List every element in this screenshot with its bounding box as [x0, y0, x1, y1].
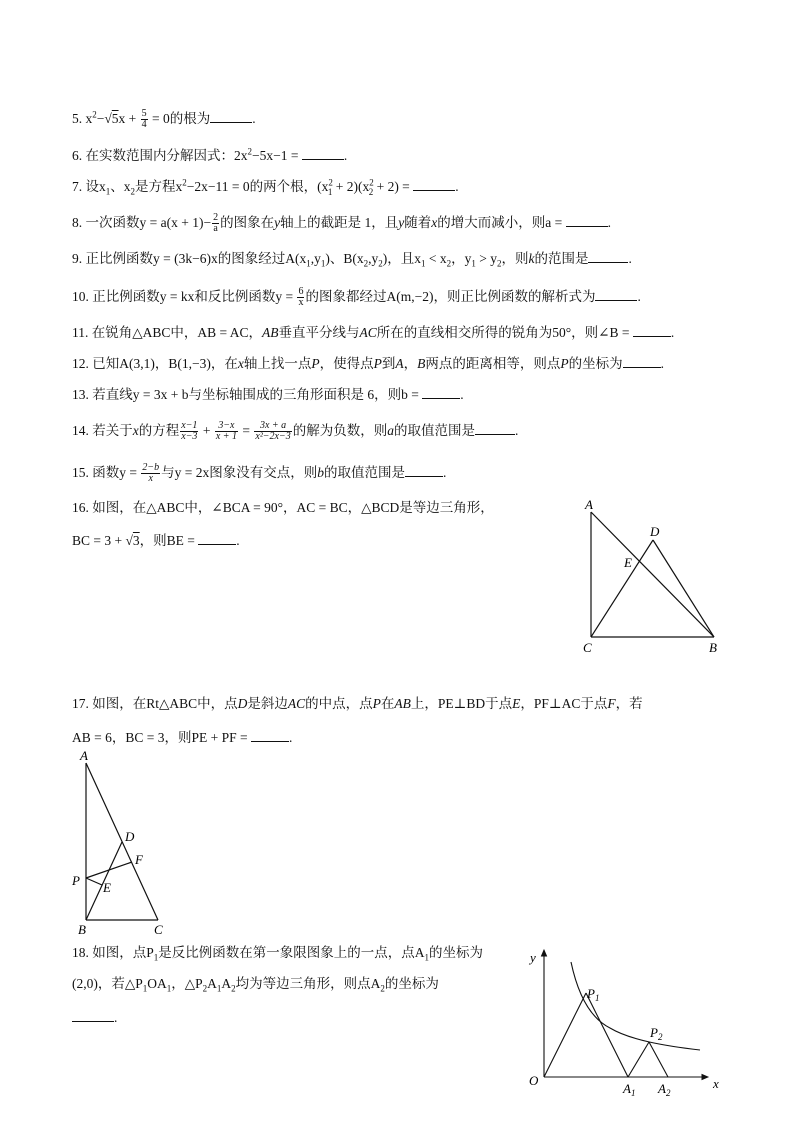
question-18-line-3: .	[72, 1007, 117, 1027]
question-11: 11. 在锐角△ABC中，AB = AC，AB垂直平分线与AC所在的直线相交所得的锐角为50°，则∠B = .	[72, 322, 674, 342]
question-14: 14. 若关于x的方程 $\frac{x-1}{x-3}$ + $\frac{3-x}{x + 1}$ = $\frac{3x + a}{\text{x²−2x−3}}$ 的解为负数，则a的取值范围是 .	[72, 420, 519, 443]
fraction-2-b-x: $\frac{2-b}{x}$	[142, 462, 160, 485]
label-A: A	[80, 748, 88, 763]
question-17-line-2: AB = 6，BC = 3，则PE + PF = .	[72, 727, 292, 747]
answer-blank	[405, 462, 443, 477]
label-P1: $P_1$	[587, 986, 600, 1003]
answer-blank	[198, 530, 236, 545]
answer-blank	[566, 212, 608, 227]
fraction-term-2: $\frac{3-x}{x + 1}$	[215, 420, 237, 443]
axis-x-label: x	[713, 1076, 719, 1091]
question-18-line-1: 18. 如图，点$P_1$是反比例函数在第一象限图象上的一点，点$A_1$的坐标为	[72, 945, 484, 963]
label-E: E	[103, 880, 111, 895]
question-9: 9. 正比例函数y = (3k−6)x的图象经过$A(x_1,y_1)$、$B(x_2,y_2)$，且$x_1 < x_2$，$y_1 > y_2$，则k的范围是 .	[72, 248, 632, 268]
label-F: F	[135, 852, 143, 867]
question-6: 6. 在实数范围内分解因式：$2x^2-5x-1$ = .	[72, 146, 348, 163]
fraction-term-1: $\frac{x-1}{x-3}$	[181, 420, 198, 443]
label-D: D	[125, 829, 135, 844]
question-18-line-2: (2,0)，若$\triangle P_1OA_1$，$\triangle P_2A_1A_2$均为等边三角形，则点$A_2$的坐标为	[72, 976, 439, 994]
label-E: E	[624, 555, 632, 570]
question-16-line-1: 16. 如图，在△ABC中，∠BCA = 90°，AC = BC，△BCD是等边三角形，	[72, 500, 494, 515]
answer-blank	[475, 420, 515, 435]
label-O: O	[529, 1073, 539, 1088]
fraction-6-x: $\frac{6}{x}$	[298, 286, 304, 309]
answer-blank	[210, 108, 252, 123]
question-13: 13. 若直线y = 3x + b与坐标轴围成的三角形面积是 6，则b = .	[72, 384, 464, 404]
label-A1: $A_1$	[623, 1081, 636, 1098]
answer-blank	[72, 1007, 114, 1022]
answer-blank	[422, 384, 460, 399]
answer-blank	[413, 176, 455, 191]
label-D: D	[650, 524, 660, 539]
label-P: P	[72, 873, 80, 888]
question-8: 8. 一次函数y = a(x + 1)− $\frac{2}{a}$ 的图象在y轴上的截距是 1，且y随着x的增大而减小，则a = .	[72, 212, 611, 235]
label-P2: $P_2$	[650, 1025, 663, 1042]
answer-blank	[302, 145, 344, 160]
answer-blank	[623, 353, 661, 368]
label-C: C	[154, 922, 163, 937]
answer-blank	[251, 727, 289, 742]
question-17-line-1: 17. 如图，在Rt△ABC中，点D是斜边AC的中点，点P在AB上，PE⊥BD于点E，PF⊥AC于点F，若	[72, 696, 643, 711]
question-7: 7. 设$x_1$、$x_2$是方程$x^2-2x-11 = 0$的两个根，$(x^2_1 + 2)(x^2_2 + 2)$ = .	[72, 177, 459, 197]
answer-blank	[595, 286, 637, 301]
question-12: 12. 已知A(3,1)，B(1,−3)，在x轴上找一点P，使得点P到A，B两点的距离相等，则点P的坐标为 .	[72, 353, 664, 373]
answer-blank	[588, 248, 628, 263]
question-5: 5. $x^2-√5x$ + $\frac{5}{4}$ = 0的根为 .	[72, 108, 256, 131]
fraction-5-4: $\frac{5}{4}$	[141, 108, 147, 131]
axis-y-label: y	[530, 950, 536, 965]
fraction-term-3: $\frac{3x + a}{\text{x²−2x−3}}$	[255, 420, 291, 443]
label-C: C	[583, 640, 592, 655]
label-A2: $A_2$	[658, 1081, 671, 1098]
fraction-2-a: $\frac{2}{a}$	[213, 212, 219, 235]
question-15: 15. 函数y = $\frac{2-b}{x}$ 与y = 2x图象没有交点，则b的取值范围是 .	[72, 462, 447, 485]
answer-blank	[633, 322, 671, 337]
label-A: A	[585, 497, 593, 512]
label-B: B	[78, 922, 86, 937]
question-16-line-2: BC = 3 + √3，则BE = .	[72, 530, 240, 550]
question-10: 10. 正比例函数y = kx和反比例函数y = $\frac{6}{x}$ 的图象都经过A(m,−2)，则正比例函数的解析式为 .	[72, 286, 641, 309]
label-B: B	[709, 640, 717, 655]
